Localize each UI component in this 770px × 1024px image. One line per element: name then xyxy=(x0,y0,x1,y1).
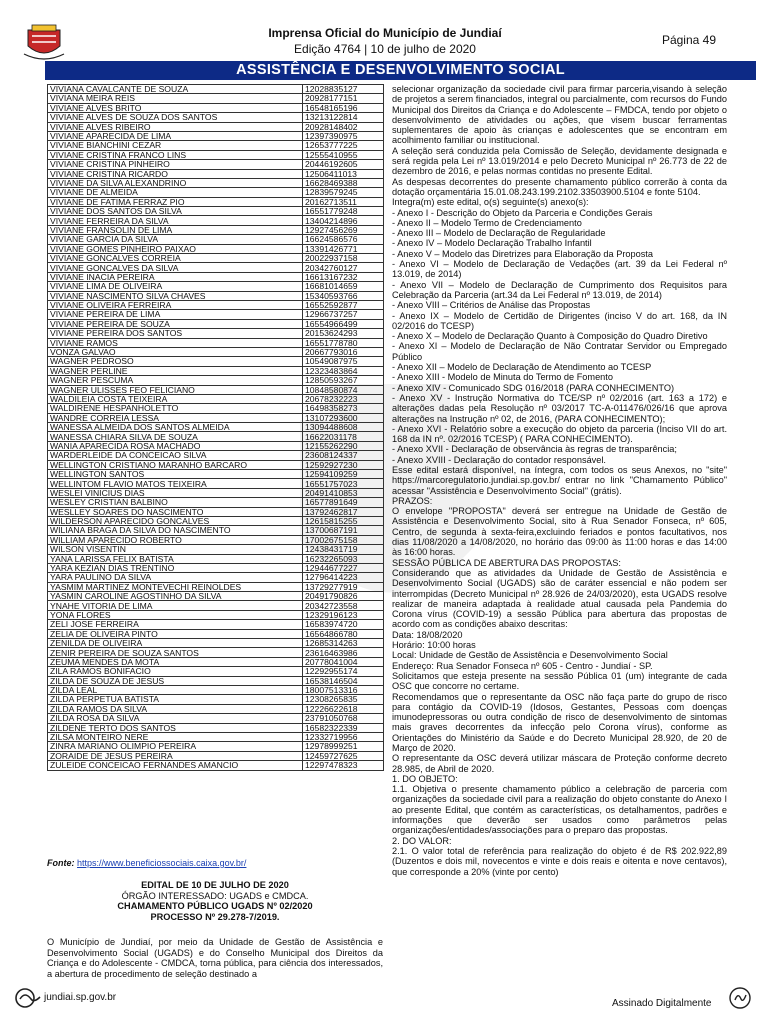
beneficiary-name: WELLINGTON SANTOS xyxy=(48,470,303,479)
beneficiary-nis: 12594109259 xyxy=(303,470,384,479)
beneficiary-nis: 16622031178 xyxy=(303,432,384,441)
beneficiary-name: WAGNER PESCUMA xyxy=(48,376,303,385)
table-row xyxy=(48,366,384,375)
beneficiary-name: VIVIANE DOS SANTOS DA SILVA xyxy=(48,207,303,216)
beneficiary-nis: 20678232223 xyxy=(303,394,384,403)
edital-paragraph: - Anexo X – Modelo de Declaração Quanto à Composição do Quadro Diretivo xyxy=(392,331,708,342)
beneficiary-nis: 16564866780 xyxy=(303,629,384,638)
beneficiary-name: ZULEIDE CONCEICAO FERNANDES AMANCIO xyxy=(48,761,303,770)
beneficiary-name: YARA KEZIAN DIAS TRENTINO xyxy=(48,563,303,572)
table-row xyxy=(48,751,384,760)
beneficiary-nis: 12155262290 xyxy=(303,441,384,450)
edital-paragraph: Endereço: Rua Senador Fonseca nº 605 - Centro - Jundiaí - SP. xyxy=(392,660,653,671)
beneficiary-nis: 16582322339 xyxy=(303,723,384,732)
table-row xyxy=(48,160,384,169)
edital-paragraph: - Anexo VII – Modelo de Declaração de Cumprimento dos Requisitos para Celebração da Parceria (art.34 da Lei Federal nº 13.019, de 2014) xyxy=(392,279,727,300)
table-row xyxy=(48,413,384,422)
beneficiary-name: ZILDA ROSA DA SILVA xyxy=(48,714,303,723)
table-row xyxy=(48,291,384,300)
beneficiary-name: WELLINGTON CRISTIANO MARANHO BARCARO xyxy=(48,460,303,469)
table-row xyxy=(48,732,384,741)
table-row xyxy=(48,272,384,281)
edital-paragraph: Data: 18/08/2020 xyxy=(392,629,463,640)
beneficiary-name: VIVIANE RAMOS xyxy=(48,338,303,347)
beneficiary-name: WARDERLEIDE DA CONCEICAO SILVA xyxy=(48,451,303,460)
beneficiary-name: ZILDA RAMOS DA SILVA xyxy=(48,704,303,713)
footer-signature: Assinado Digitalmente xyxy=(612,998,712,1009)
edital-paragraph: Solicitamos que esteja presente na sessão Pública 01 (um) integrante de cada OSC que concorre no certame. xyxy=(392,670,727,692)
beneficiary-name: VIVIANE FERREIRA DA SILVA xyxy=(48,216,303,225)
edital-paragraph: PRAZOS: xyxy=(392,495,433,506)
edital-paragraph: Integra(m) este edital, o(s) seguinte(s) anexo(s): xyxy=(392,197,589,208)
beneficiary-name: YARA PAULINO DA SILVA xyxy=(48,573,303,582)
beneficiary-name: ZENILDA DE OLIVEIRA xyxy=(48,639,303,648)
beneficiary-name: VONZA GALVAO xyxy=(48,347,303,356)
jundiai-logo-icon xyxy=(14,987,42,1009)
beneficiary-nis: 12839579245 xyxy=(303,188,384,197)
beneficiaries-column xyxy=(47,84,383,771)
page-header xyxy=(0,0,770,60)
table-row xyxy=(48,122,384,131)
beneficiary-name: WILDERSON APARECIDO GONCALVES xyxy=(48,516,303,525)
beneficiary-name: WILSON VISENTIN xyxy=(48,545,303,554)
table-row xyxy=(48,131,384,140)
beneficiary-name: VIVIANE PEREIRA DOS SANTOS xyxy=(48,329,303,338)
beneficiary-nis: 16613167232 xyxy=(303,272,384,281)
beneficiary-nis: 12685314263 xyxy=(303,639,384,648)
edition-line: Edição 4764 | 10 de julho de 2020 xyxy=(294,42,476,56)
edital-paragraph: Considerando que as atividades da Unidade de Gestão de Assistência e Desenvolvimento Social (UGADS) são de caráter essencial e não podem ser interrompidas (Decreto Municipal nº 28.926 de 24/03/2020), esta UGADS resolve realizar de maneira adaptada à realidade atual causada pela Pandemia do Corona vírus (COVID-19) a sessão Pública para abertura das propostas de acordo com as condições abaixo descritas: xyxy=(392,567,727,630)
beneficiary-nis: 12927456269 xyxy=(303,225,384,234)
beneficiary-nis: 12329196123 xyxy=(303,610,384,619)
beneficiary-nis: 16551779248 xyxy=(303,207,384,216)
beneficiary-nis: 20667793016 xyxy=(303,347,384,356)
beneficiary-nis: 12438431719 xyxy=(303,545,384,554)
table-row xyxy=(48,545,384,554)
beneficiary-nis: 20022937158 xyxy=(303,254,384,263)
page-number: Página 49 xyxy=(661,33,716,47)
table-row xyxy=(48,516,384,525)
table-row xyxy=(48,742,384,751)
table-row xyxy=(48,563,384,572)
beneficiary-name: VIVIANE OLIVEIRA FERREIRA xyxy=(48,300,303,309)
edital-paragraph: 2. DO VALOR: xyxy=(392,835,452,846)
table-row xyxy=(48,704,384,713)
beneficiary-name: VIVIANE NASCIMENTO SILVA CHAVES xyxy=(48,291,303,300)
table-row xyxy=(48,573,384,582)
table-row xyxy=(48,526,384,535)
beneficiary-nis: 12615815255 xyxy=(303,516,384,525)
table-row xyxy=(48,423,384,432)
beneficiary-nis: 12796414223 xyxy=(303,573,384,582)
table-row xyxy=(48,639,384,648)
beneficiary-name: ZILDA PERPETUA BATISTA xyxy=(48,695,303,704)
table-row xyxy=(48,85,384,94)
beneficiary-name: VIVIANE ALVES RIBEIRO xyxy=(48,122,303,131)
beneficiary-nis: 12292955174 xyxy=(303,667,384,676)
table-row xyxy=(48,648,384,657)
edital-paragraph: - Anexo IV – Modelo Declaração Trabalho Infantil xyxy=(392,238,592,249)
beneficiary-name: WILLIAM APARECIDO ROBERTO xyxy=(48,535,303,544)
beneficiary-nis: 15340593766 xyxy=(303,291,384,300)
beneficiary-nis: 23791050768 xyxy=(303,714,384,723)
source-link[interactable]: https://www.beneficiossociais.caixa.gov.br/ xyxy=(77,858,247,868)
table-row xyxy=(48,103,384,112)
beneficiary-name: ZILDA DE SOUZA DE JESUS xyxy=(48,676,303,685)
table-row xyxy=(48,263,384,272)
table-row xyxy=(48,394,384,403)
edital-call: CHAMAMENTO PÚBLICO UGADS Nº 02/2020 xyxy=(117,901,313,911)
table-row xyxy=(48,441,384,450)
table-row xyxy=(48,460,384,469)
table-row xyxy=(48,188,384,197)
publication-title: Imprensa Oficial do Município de Jundiaí xyxy=(268,26,502,40)
table-row xyxy=(48,216,384,225)
beneficiary-nis: 16552592877 xyxy=(303,300,384,309)
beneficiary-name: ZORAIDE DE JESUS PEREIRA xyxy=(48,751,303,760)
table-row xyxy=(48,620,384,629)
beneficiary-nis: 16548165196 xyxy=(303,103,384,112)
beneficiary-nis: 16551757023 xyxy=(303,479,384,488)
edital-paragraph: - Anexo V – Modelo das Diretrizes para Elaboração da Proposta xyxy=(392,248,653,259)
table-row xyxy=(48,629,384,638)
beneficiary-nis: 16624586576 xyxy=(303,235,384,244)
edital-paragraph: SESSÃO PÚBLICA DE ABERTURA DAS PROPOSTAS: xyxy=(392,557,621,568)
table-row xyxy=(48,610,384,619)
beneficiary-name: WAGNER ULISSES FEO FELICIANO xyxy=(48,385,303,394)
edital-process: PROCESSO Nº 29.278-7/2019. xyxy=(150,911,280,922)
beneficiary-nis: 10549087975 xyxy=(303,357,384,366)
beneficiary-nis: 12653777225 xyxy=(303,141,384,150)
beneficiary-nis: 12978999251 xyxy=(303,742,384,751)
beneficiary-nis: 12323483864 xyxy=(303,366,384,375)
beneficiary-nis: 16577891649 xyxy=(303,498,384,507)
table-row xyxy=(48,535,384,544)
edital-intro-paragraph: O Município de Jundiaí, por meio da Unidade de Gestão de Assistência e Desenvolvimento Social (UGADS) e do Conselho Municipal dos Direitos da Criança e do Adolescente - CMDCA, torna pública, para ciência dos interessados, a abertura de procedimento de seleção destinado a xyxy=(47,937,383,979)
beneficiary-name: VIVIANE APARECIDA DE LIMA xyxy=(48,131,303,140)
table-row xyxy=(48,338,384,347)
beneficiary-nis: 20153624293 xyxy=(303,329,384,338)
edital-paragraph: - Anexo IX – Modelo de Certidão de Dirigentes (inciso V do art. 168, da IN 02/2016 do TCESP) xyxy=(392,310,727,331)
beneficiary-nis: 12397390975 xyxy=(303,131,384,140)
table-row xyxy=(48,235,384,244)
beneficiary-name: VIVIANE INACIA PEREIRA xyxy=(48,272,303,281)
edital-paragraph: 1. DO OBJETO: xyxy=(392,773,458,784)
beneficiary-nis: 16538146504 xyxy=(303,676,384,685)
beneficiary-name: VIVIANE CRISTINA RICARDO xyxy=(48,169,303,178)
beneficiary-nis: 17002675158 xyxy=(303,535,384,544)
beneficiary-name: WANESSA CHIARA SILVA DE SOUZA xyxy=(48,432,303,441)
beneficiaries-table xyxy=(47,84,384,771)
edital-paragraph: Horário: 10:00 horas xyxy=(392,640,476,651)
beneficiary-name: WANESSA ALMEIDA DOS SANTOS ALMEIDA xyxy=(48,423,303,432)
beneficiary-nis: 20928177151 xyxy=(303,94,384,103)
beneficiary-nis: 12226622618 xyxy=(303,704,384,713)
table-row xyxy=(48,488,384,497)
edital-paragraph: - Anexo II – Modelo Termo de Credenciamento xyxy=(392,217,582,228)
edital-paragraph: Esse edital estará disponível, na íntegra, com todos os seus Anexos, no "site" https://marcoregulatorio.jundiai.sp.gov.br/ entrar no link "Chamamento Público" acessar "Assistência e Desenvolvimento Social" (grátis). xyxy=(392,464,727,496)
beneficiary-nis: 23608124337 xyxy=(303,451,384,460)
beneficiary-nis: 13404214896 xyxy=(303,216,384,225)
table-row xyxy=(48,686,384,695)
beneficiary-nis: 16232265093 xyxy=(303,554,384,563)
beneficiary-nis: 13094488608 xyxy=(303,423,384,432)
beneficiary-nis: 12850593267 xyxy=(303,376,384,385)
edital-title: EDITAL DE 10 DE JULHO DE 2020 xyxy=(141,880,289,890)
beneficiary-name: ZINRA MARIANO OLIMPIO PEREIRA xyxy=(48,742,303,751)
table-row xyxy=(48,723,384,732)
beneficiary-nis: 20778041004 xyxy=(303,657,384,666)
edital-paragraph: selecionar organização da sociedade civil para firmar parceria,visando à seleção de projetos a serem financiados, integral ou parcialmente, com recursos do Fundo Municipal dos Direitos da Criança e do Adolescente – FMDCA, tendo por objeto o desenvolvimento de atividades ou ações, que visem buscar ferramentas suplementares de apoio às crianças e adolescentes que se encontram em acolhimento familiar ou institucional. xyxy=(392,84,728,146)
edital-paragraph: - Anexo I - Descrição do Objeto da Parceria e Condições Gerais xyxy=(392,207,653,218)
edital-paragraph: Recomendamos que o representante da OSC não faça parte do grupo de risco para contágio da COVID-19 (Idosos, Gestantes, Pessoas com doenças imunodepressoras ou outra condição de risco de desenvolvimento de sintomas mais graves decorrentes da infecção pelo Corona vírus), conforme as Orientações do Ministério da Saúde e do Decreto Municipal 28.920, de 20 de Março de 2020. xyxy=(392,691,727,753)
beneficiary-nis: 12966737257 xyxy=(303,310,384,319)
beneficiary-name: VIVIANE LIMA DE OLIVEIRA xyxy=(48,282,303,291)
edital-paragraph: - Anexo XI – Modelo de Declaração de Não Contratar Servidor ou Empregado Público xyxy=(392,341,727,362)
edital-header xyxy=(47,880,383,922)
table-row xyxy=(48,113,384,122)
edital-paragraph: - Anexo III – Modelo de Declaração de Regularidade xyxy=(392,228,606,239)
source-note xyxy=(47,858,246,868)
beneficiary-nis: 12028835127 xyxy=(303,85,384,94)
beneficiary-name: WALDILEIA COSTA TEIXEIRA xyxy=(48,394,303,403)
beneficiary-name: ZEUMA MENDES DA MOTA xyxy=(48,657,303,666)
beneficiary-nis: 13213122814 xyxy=(303,113,384,122)
beneficiary-name: VIVIANE PEREIRA DE SOUZA xyxy=(48,319,303,328)
beneficiary-name: VIVIANE GARCIA DA SILVA xyxy=(48,235,303,244)
beneficiary-name: VIVIANE CRISTINA PINHEIRO xyxy=(48,160,303,169)
table-row xyxy=(48,207,384,216)
edital-paragraph: 1.1. Objetiva o presente chamamento público a celebração de parceria com organizações da sociedade civil para a realização do objeto constante do Anexo I ao presente Edital, que contém as características, os detalhamentos, padrões e informações que deverão ser usados como parâmetros pelas organizações/entidades/associações para o preparo das propostas. xyxy=(392,784,727,836)
table-row xyxy=(48,432,384,441)
table-row xyxy=(48,310,384,319)
beneficiary-name: YONA FLORES xyxy=(48,610,303,619)
beneficiary-name: VIVIANE ALVES DE SOUZA DOS SANTOS xyxy=(48,113,303,122)
beneficiary-name: VIVIANE DE ALMEIDA xyxy=(48,188,303,197)
table-row xyxy=(48,451,384,460)
edital-paragraph: As despesas decorrentes do presente chamamento público correrão à conta da dotação orçamentária 15.01.08.243.199.2102.33503900.5104 e fonte 5104. xyxy=(392,176,727,197)
beneficiary-name: VIVIANE DE FATIMA FERRAZ PIO xyxy=(48,197,303,206)
edital-paragraph: - Anexo XII – Modelo de Declaração de Atendimento ao TCESP xyxy=(392,362,652,373)
footer-site: jundiai.sp.gov.br xyxy=(44,992,117,1003)
table-row xyxy=(48,244,384,253)
beneficiary-name: WALDIRENE HESPANHOLETTO xyxy=(48,404,303,413)
beneficiary-nis: 12332719956 xyxy=(303,732,384,741)
edital-paragraph: - Anexo XVII - Declaração de observância às regras de transparência; xyxy=(392,444,677,455)
beneficiary-nis: 16628469388 xyxy=(303,178,384,187)
beneficiary-nis: 20491790826 xyxy=(303,592,384,601)
beneficiary-name: VIVIANA MEIRA REIS xyxy=(48,94,303,103)
table-row xyxy=(48,507,384,516)
beneficiary-nis: 13729277919 xyxy=(303,582,384,591)
beneficiary-name: ZILDA LEAL xyxy=(48,686,303,695)
beneficiary-nis: 12308265835 xyxy=(303,695,384,704)
edital-paragraph: Local: Unidade de Gestão de Assistência e Desenvolvimento Social xyxy=(392,650,668,661)
beneficiary-nis: 12506411013 xyxy=(303,169,384,178)
beneficiary-nis: 20342760127 xyxy=(303,263,384,272)
edital-paragraph: - Anexo XV - Instrução Normativa do TCE/SP nº 02/2016 (art. 163 a 172) e alterações dadas pela Resolução nº 03/2017 TC-A-011476/026/16 que aprova alterações na Instrução nº 02, de 2016, (PARA CONHECIMENTO); xyxy=(392,392,727,424)
table-row xyxy=(48,169,384,178)
edital-paragraph: O envelope "PROPOSTA" deverá ser entregue na Unidade de Gestão de Assistência e Desenvolvimento Social, sito à Rua Senador Fonseca, nº 605, Centro, de segunda à sexta-feira,excluindo feriados e pontos facultativos, nos dias 11/08/2020 a 14/08/2020, no horário das 09:00 às 11:00 horas e das 14:00 às 16:00 horas. xyxy=(392,506,727,558)
table-row xyxy=(48,254,384,263)
beneficiary-name: WANIA APARECIDA ROSA MACHADO xyxy=(48,441,303,450)
edital-paragraph: - Anexo XVIII - Declaração do contador responsável. xyxy=(392,454,606,465)
beneficiary-name: ZILDENE TERTO DOS SANTOS xyxy=(48,723,303,732)
source-label: Fonte: xyxy=(47,858,75,868)
beneficiary-nis: 13107293600 xyxy=(303,413,384,422)
table-row xyxy=(48,329,384,338)
edital-paragraph: - Anexo VI – Modelo de Declaração de Vedações (art. 39 da Lei Federal nº 13.019, de 2014) xyxy=(392,259,727,280)
edital-paragraph: - Anexo VIII – Critérios de Análise das Propostas xyxy=(392,300,591,311)
table-row xyxy=(48,554,384,563)
beneficiary-name: YANA LARISSA FELIX BATISTA xyxy=(48,554,303,563)
edital-paragraph: - Anexo XIV - Comunicado SDG 016/2018 (PARA CONHECIMENTO) xyxy=(392,382,675,393)
beneficiary-name: ZENIR PEREIRA DE SOUZA SANTOS xyxy=(48,648,303,657)
beneficiary-nis: 13700687191 xyxy=(303,526,384,535)
table-row xyxy=(48,714,384,723)
table-row xyxy=(48,197,384,206)
beneficiary-nis: 12944677227 xyxy=(303,563,384,572)
beneficiary-name: WAGNER PEDROSO xyxy=(48,357,303,366)
beneficiary-name: YNAHE VITORIA DE LIMA xyxy=(48,601,303,610)
beneficiary-name: YASMIM MARTINEZ MONTEVECHI REINOLDES xyxy=(48,582,303,591)
table-row xyxy=(48,178,384,187)
section-banner: ASSISTÊNCIA E DESENVOLVIMENTO SOCIAL xyxy=(45,61,756,80)
table-row xyxy=(48,300,384,309)
edital-paragraph: - Anexo XIII - Modelo de Minuta do Termo de Fomento xyxy=(392,372,613,383)
beneficiary-nis: 13792462817 xyxy=(303,507,384,516)
beneficiary-nis: 16498358273 xyxy=(303,404,384,413)
beneficiary-name: ZILSA MONTEIRO NERE xyxy=(48,732,303,741)
beneficiary-name: VIVIANE GOMES PINHEIRO PAIXAO xyxy=(48,244,303,253)
beneficiary-name: VIVIANE PEREIRA DE LIMA xyxy=(48,310,303,319)
table-row xyxy=(48,141,384,150)
beneficiary-nis: 16554966499 xyxy=(303,319,384,328)
table-row xyxy=(48,582,384,591)
beneficiary-nis: 20342723558 xyxy=(303,601,384,610)
edital-body-column xyxy=(392,84,727,877)
beneficiary-nis: 20446192605 xyxy=(303,160,384,169)
beneficiary-name: WESLEI VINICIUS DIAS xyxy=(48,488,303,497)
table-row xyxy=(48,347,384,356)
table-row xyxy=(48,498,384,507)
beneficiary-name: VIVIANE GONCALVES DA SILVA xyxy=(48,263,303,272)
beneficiary-name: VIVIANA CAVALCANTE DE SOUZA xyxy=(48,85,303,94)
edital-paragraph: 2.1. O valor total de referência para realização do objeto é de R$ 202.922,89 (Duzentos e dois mil, novecentos e vinte e dois reais e oitenta e nove centavos), que corresponde a 20% (vinte por cento) xyxy=(392,845,727,877)
beneficiary-nis: 20491410853 xyxy=(303,488,384,497)
beneficiary-nis: 10848580874 xyxy=(303,385,384,394)
beneficiary-nis: 20162713511 xyxy=(303,197,384,206)
beneficiary-name: WESLLEY SOARES DO NASCIMENTO xyxy=(48,507,303,516)
table-row xyxy=(48,601,384,610)
table-row xyxy=(48,94,384,103)
beneficiary-name: ZELIA DE OLIVEIRA PINTO xyxy=(48,629,303,638)
beneficiary-nis: 13391426771 xyxy=(303,244,384,253)
edital-paragraph: O representante da OSC deverá utilizar máscara de Proteção conforme decreto 28.985, de Abril de 2020. xyxy=(392,753,727,774)
table-row xyxy=(48,282,384,291)
table-row xyxy=(48,676,384,685)
beneficiary-name: WESLEY CRISTIAN BALBINO xyxy=(48,498,303,507)
beneficiary-nis: 16583974720 xyxy=(303,620,384,629)
table-row xyxy=(48,150,384,159)
beneficiary-name: WILIANA BRAGA DA SILVA DO NASCIMENTO xyxy=(48,526,303,535)
edital-paragraph: A seleção será conduzida pela Comissão de Seleção, devidamente designada e será regida pela Lei nº 13.019/2014 e pelo Decreto Municipal nº 26.773 de 22 de dezembro de 2016, e pelas normas contidas no presente Edital. xyxy=(392,145,727,177)
beneficiary-name: VIVIANE CRISTINA FRANCO LINS xyxy=(48,150,303,159)
beneficiary-name: VIVIANE FRANSOLIN DE LIMA xyxy=(48,225,303,234)
table-row xyxy=(48,479,384,488)
beneficiary-name: VIVIANE GONCALVES CORREIA xyxy=(48,254,303,263)
table-row xyxy=(48,225,384,234)
beneficiary-nis: 23616463986 xyxy=(303,648,384,657)
table-row xyxy=(48,657,384,666)
table-row xyxy=(48,319,384,328)
beneficiary-nis: 12459727625 xyxy=(303,751,384,760)
edital-organ: ÓRGÃO INTERESSADO: UGADS e CMDCA. xyxy=(121,890,309,901)
table-row xyxy=(48,376,384,385)
beneficiary-name: ZELI JOSE FERREIRA xyxy=(48,620,303,629)
beneficiary-nis: 18007513316 xyxy=(303,686,384,695)
table-row xyxy=(48,357,384,366)
beneficiary-nis: 12297478323 xyxy=(303,761,384,770)
digital-signature-icon xyxy=(728,986,752,1010)
beneficiary-name: WANDRE CORREIA LESSA xyxy=(48,413,303,422)
table-row xyxy=(48,470,384,479)
beneficiary-nis: 20928148402 xyxy=(303,122,384,131)
edital-paragraph: - Anexo XVI - Relatório sobre a execução do objeto da parceria (Inciso VII do art. 168 da IN nº. 02/2016 TCESP) ( PARA CONHECIMENTO). xyxy=(392,423,727,445)
table-row xyxy=(48,667,384,676)
beneficiary-name: VIVIANE ALVES BRITO xyxy=(48,103,303,112)
beneficiary-name: WELLINTOM FLAVIO MATOS TEIXEIRA xyxy=(48,479,303,488)
beneficiary-name: VIVIANE BIANCHINI CEZAR xyxy=(48,141,303,150)
beneficiary-name: WAGNER PERLINE xyxy=(48,366,303,375)
beneficiary-nis: 12555410955 xyxy=(303,150,384,159)
beneficiary-nis: 16551778780 xyxy=(303,338,384,347)
beneficiary-nis: 12592927230 xyxy=(303,460,384,469)
beneficiary-name: YASMIN CAROLINE AGOSTINHO DA SILVA xyxy=(48,592,303,601)
beneficiary-nis: 16681014659 xyxy=(303,282,384,291)
table-row xyxy=(48,385,384,394)
table-row xyxy=(48,592,384,601)
table-row xyxy=(48,695,384,704)
table-row xyxy=(48,761,384,770)
beneficiary-name: ZILA RAMOS BONIFACIO xyxy=(48,667,303,676)
beneficiary-name: VIVIANE DA SILVA ALEXANDRINO xyxy=(48,178,303,187)
table-row xyxy=(48,404,384,413)
